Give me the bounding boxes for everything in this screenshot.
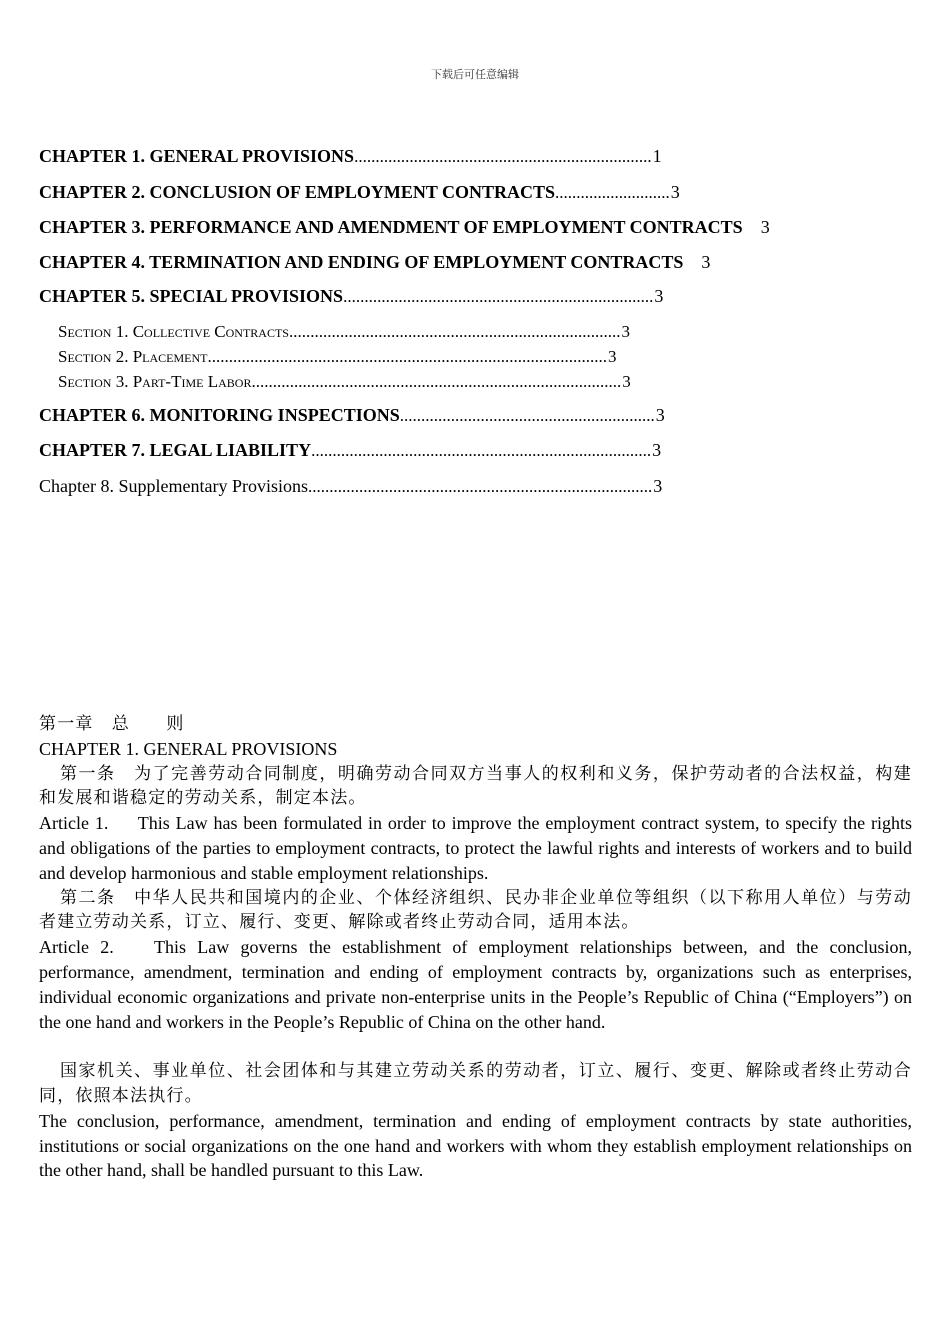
toc-page: 3	[670, 181, 680, 202]
toc-entry-chapter-8[interactable]	[39, 475, 829, 498]
toc-leader: ..............................................................................	[288, 321, 621, 341]
toc-leader: ...........................	[555, 182, 670, 202]
toc-leader: .........................................................................	[343, 287, 654, 306]
toc-title: Section 2. Placement	[58, 346, 208, 366]
toc-page: 3	[621, 321, 630, 341]
toc-entry-chapter-5[interactable]	[39, 285, 829, 308]
toc-page: 1	[652, 146, 662, 166]
toc-page: 3	[652, 440, 662, 460]
toc-leader: ......................................................................	[354, 147, 652, 166]
toc-title: CHAPTER 1. GENERAL PROVISIONS	[39, 146, 355, 166]
article-2b-cn: 国家机关、事业单位、社会团体和与其建立劳动关系的劳动者，订立、履行、变更、解除或者终止劳动合同，依照本法执行。	[39, 1061, 912, 1106]
toc-leader: ............................................................	[399, 405, 655, 425]
toc-leader: ..............................................................................................	[207, 346, 607, 366]
paragraph-gap	[39, 1034, 912, 1059]
toc-page: 3	[760, 217, 770, 237]
toc-entry-section-2[interactable]	[58, 346, 829, 367]
toc-entry-chapter-1[interactable]	[39, 145, 829, 168]
article-1-cn: 第一条 为了完善劳动合同制度，明确劳动合同双方当事人的权利和义务，保护劳动者的合法权益，构建和发展和谐稳定的劳动关系，制定本法。	[39, 763, 912, 809]
toc-leader: ................................................................................	[311, 441, 652, 460]
toc-title: CHAPTER 3. PERFORMANCE AND AMENDMENT OF EMPLOYMENT CONTRACTS	[39, 217, 743, 237]
document-body	[39, 712, 912, 1183]
toc-entry-section-1[interactable]	[58, 321, 829, 342]
article-2-en: Article 2. This Law governs the establishment of employment relationships between, and the conclusion, performance, amendment, termination and ending of employment contracts by, organizations such as enterprises, individual economic organizations and private non-enterprise units in the People’s Republic of China (“Employers”) on the one hand and workers in the People’s Republic of China on the other hand.	[39, 937, 912, 1032]
article-1-en: Article 1. This Law has been formulated in order to improve the employment contract system, to specify the rights and obligations of the parties to employment contracts, to protect the lawful rights and interests of workers and to build and develop harmonious and stable employment relationships.	[39, 813, 912, 883]
toc-page: 3	[655, 404, 665, 425]
chapter-heading-cn: 第一章 总 则	[39, 714, 185, 734]
toc-leader: .......................................................................................	[251, 371, 622, 391]
toc-title: CHAPTER 4. TERMINATION AND ENDING OF EMPLOYMENT CONTRACTS	[39, 251, 684, 272]
toc-entry-section-3[interactable]	[58, 371, 829, 392]
toc-page: 3	[607, 346, 617, 366]
toc-page: 3	[701, 251, 711, 272]
article-2b-en: The conclusion, performance, amendment, termination and ending of employment contracts by state authorities, institutions or social organizations on the one hand and workers with whom they establish employment relationships on the other hand, shall be handled pursuant to this Law.	[39, 1110, 912, 1181]
toc-page: 3	[622, 371, 631, 391]
toc-title: CHAPTER 6. MONITORING INSPECTIONS	[39, 404, 400, 425]
toc-entry-chapter-2[interactable]	[39, 181, 829, 204]
toc-title: Section 3. Part-Time Labor	[58, 371, 252, 391]
toc-entry-chapter-4[interactable]	[39, 251, 829, 273]
chapter-heading-en: CHAPTER 1. GENERAL PROVISIONS	[39, 738, 338, 759]
article-2-cn: 第二条 中华人民共和国境内的企业、个体经济组织、民办非企业单位等组织（以下称用人单位）与劳动者建立劳动关系，订立、履行、变更、解除或者终止劳动合同，适用本法。	[39, 887, 912, 933]
toc-title: CHAPTER 5. SPECIAL PROVISIONS	[39, 286, 344, 306]
toc-title: Section 1. Collective Contracts	[58, 321, 289, 341]
toc-title: Chapter 8. Supplementary Provisions	[39, 475, 308, 496]
toc-entry-chapter-6[interactable]	[39, 404, 829, 427]
toc-entry-chapter-3[interactable]	[39, 216, 829, 238]
table-of-contents	[39, 145, 829, 510]
toc-page: 3	[654, 286, 664, 306]
page-header: 下载后可任意编辑	[431, 69, 519, 81]
toc-entry-chapter-7[interactable]	[39, 439, 829, 462]
toc-title: CHAPTER 2. CONCLUSION OF EMPLOYMENT CONTRACTS	[39, 181, 556, 202]
toc-leader: .................................................................................	[307, 476, 653, 496]
toc-page: 3	[653, 475, 663, 496]
toc-title: CHAPTER 7. LEGAL LIABILITY	[39, 440, 312, 460]
